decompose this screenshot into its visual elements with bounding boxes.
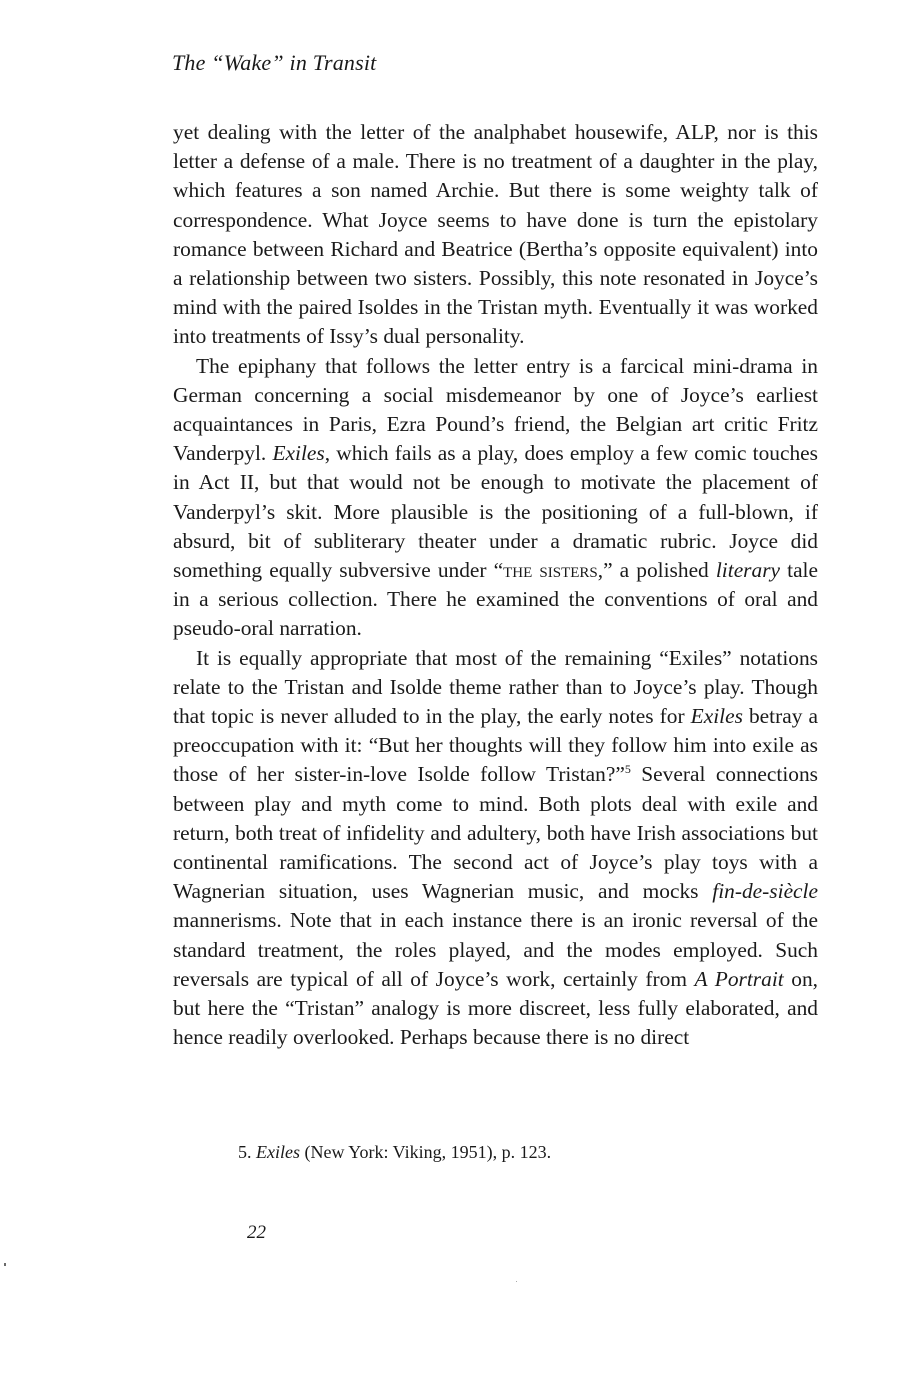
text-run: mannerisms. Note that in each instance there is an ironic reversal of the standard treatment, the roles played, and the modes employed. Such reversals are typical of all of Joyce’s work, certainly from bbox=[173, 908, 818, 991]
italic-text: literary bbox=[715, 558, 781, 583]
text-run: on, but here the “Tristan” analogy is more discreet, less fully elaborated, and hence readily overlooked. Perhaps because there is no direct bbox=[173, 966, 819, 1050]
text-run: The epiphany that follows the letter entry is a farcical mini-drama in German concerning a social misdemeanor by one of Joyce’s earliest acquaintances in Paris, Ezra Pound’s friend, the Belgian art critic Fritz Vanderpyl. bbox=[173, 353, 818, 466]
footnote-marker: 5 bbox=[624, 762, 631, 777]
text-run: ,” a polished bbox=[597, 558, 716, 583]
text-run: It is equally appropriate that most of the remaining “Exiles” notations relate to the Tristan and Isolde theme rather than to Joyce’s play. Though that topic is never alluded to in the play, the early notes for bbox=[173, 645, 818, 729]
italic-text: Exiles bbox=[690, 704, 743, 729]
small-caps-text: the sisters bbox=[503, 558, 598, 583]
text-run: (New York: Viking, 1951), p. 123. bbox=[299, 1142, 552, 1162]
scan-speck bbox=[516, 1281, 517, 1282]
text-run: , which fails as a play, does employ a few comic touches in Act II, but that would not be enough to motivate the placement of Vanderpyl’s skit. More plausible is the positioning of a full-blown, if absurd, bit of subliterary theater under a dramatic rubric. Joyce did something equally subversive under “ bbox=[173, 441, 818, 583]
running-head: The “Wake” in Transit bbox=[172, 50, 377, 75]
footnote bbox=[238, 1140, 551, 1164]
body-text bbox=[173, 118, 818, 1053]
page-number: 22 bbox=[247, 1222, 266, 1243]
italic-text: Exiles bbox=[256, 1142, 300, 1162]
text-run: 5. bbox=[238, 1142, 256, 1162]
italic-text: A Portrait bbox=[694, 966, 784, 991]
text-run: betray a preoccupation with it: “But her thoughts will they follow him into exile as those of her sister-in-love Isolde follow Tristan?” bbox=[173, 704, 818, 787]
italic-text: Exiles bbox=[272, 441, 325, 466]
text-run: yet dealing with the letter of the analphabet housewife, ALP, nor is this letter a defense of a male. There is no treatment of a daughter in the play, which features a son named Archie. But there is some weighty talk of correspondence. What Joyce seems to have done is turn the epistolary romance between Richard and Beatrice (Bertha’s opposite equivalent) into a relationship between two sisters. Possibly, this note resonated in Joyce’s mind with the paired Isoldes in the Tristan myth. Eventually it was worked into treatments of Issy’s dual personality. bbox=[173, 120, 818, 349]
text-run: Several connections between play and myth come to mind. Both plots deal with exile and return, both treat of infidelity and adultery, both have Irish associations but continental ramifications. The second act of Joyce’s play toys with a Wagnerian situation, uses Wagnerian music, and mocks bbox=[173, 762, 818, 904]
scan-speck bbox=[4, 1263, 6, 1266]
paragraph bbox=[173, 118, 818, 352]
text-run: tale in a serious collection. There he examined the conventions of oral and pseudo-oral narration. bbox=[173, 558, 818, 641]
paragraph bbox=[173, 644, 818, 1053]
paragraph bbox=[173, 352, 818, 644]
italic-text: fin-de-siècle bbox=[712, 879, 818, 904]
